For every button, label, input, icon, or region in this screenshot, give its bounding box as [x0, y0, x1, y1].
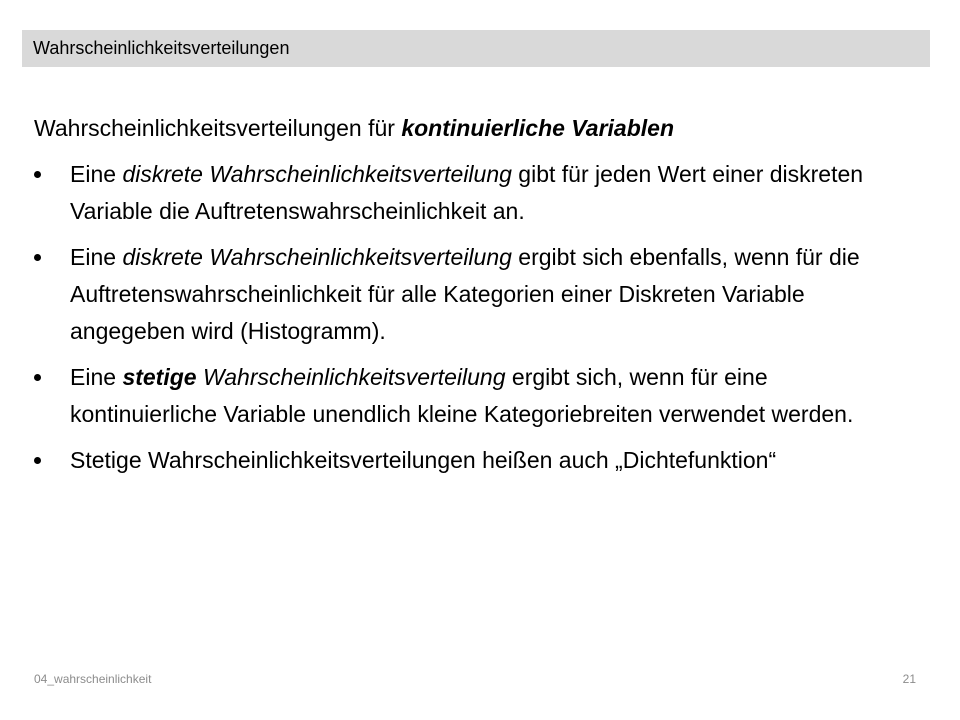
bullet-list: [34, 156, 914, 479]
footer-page-number: 21: [902, 672, 916, 686]
bullet-item-4: [34, 442, 914, 479]
bullet-dot-icon: [34, 374, 41, 381]
bullet-1-text-b: gibt für jeden Wert einer diskreten Variable die Auftretenswahrscheinlichkeit an.: [70, 161, 864, 224]
bullet-2-text-a: Eine: [70, 244, 123, 270]
bullet-dot-icon: [34, 457, 41, 464]
footer-filename: 04_wahrscheinlichkeit: [34, 672, 152, 686]
bullet-3-text-a: Eine: [70, 364, 123, 390]
bullet-3-text-b: ergibt sich, wenn für eine kontinuierliche Variable unendlich kleine Kategoriebreiten verwendet werden.: [70, 364, 854, 427]
bullet-3-bold-italic: stetige: [122, 364, 197, 390]
bullet-1-italic: diskrete Wahrscheinlichkeitsverteilung: [122, 161, 512, 187]
bullet-2-text-b: ergibt sich ebenfalls, wenn für die Auftretenswahrscheinlichkeit für alle Kategorien einer Diskreten Variable angegeben wird (Histogramm).: [70, 244, 860, 344]
bullet-dot-icon: [34, 171, 41, 178]
bullet-item-1: [34, 156, 914, 230]
subtitle-emphasis: kontinuierliche Variablen: [401, 115, 674, 141]
bullet-item-2: [34, 239, 914, 350]
subtitle-prefix: Wahrscheinlichkeitsverteilungen für: [34, 115, 402, 141]
slide-subtitle: [34, 112, 914, 144]
slide-header-title: Wahrscheinlichkeitsverteilungen: [33, 38, 290, 58]
bullet-4-text: Stetige Wahrscheinlichkeitsverteilungen heißen auch „Dichtefunktion“: [70, 447, 777, 473]
slide-header-bar: [22, 30, 930, 67]
bullet-2-italic: diskrete Wahrscheinlichkeitsverteilung: [122, 244, 512, 270]
bullet-3-italic: Wahrscheinlichkeitsverteilung: [196, 364, 506, 390]
bullet-1-text-a: Eine: [70, 161, 123, 187]
bullet-item-3: [34, 359, 914, 433]
slide-content: [34, 112, 914, 488]
bullet-dot-icon: [34, 254, 41, 261]
